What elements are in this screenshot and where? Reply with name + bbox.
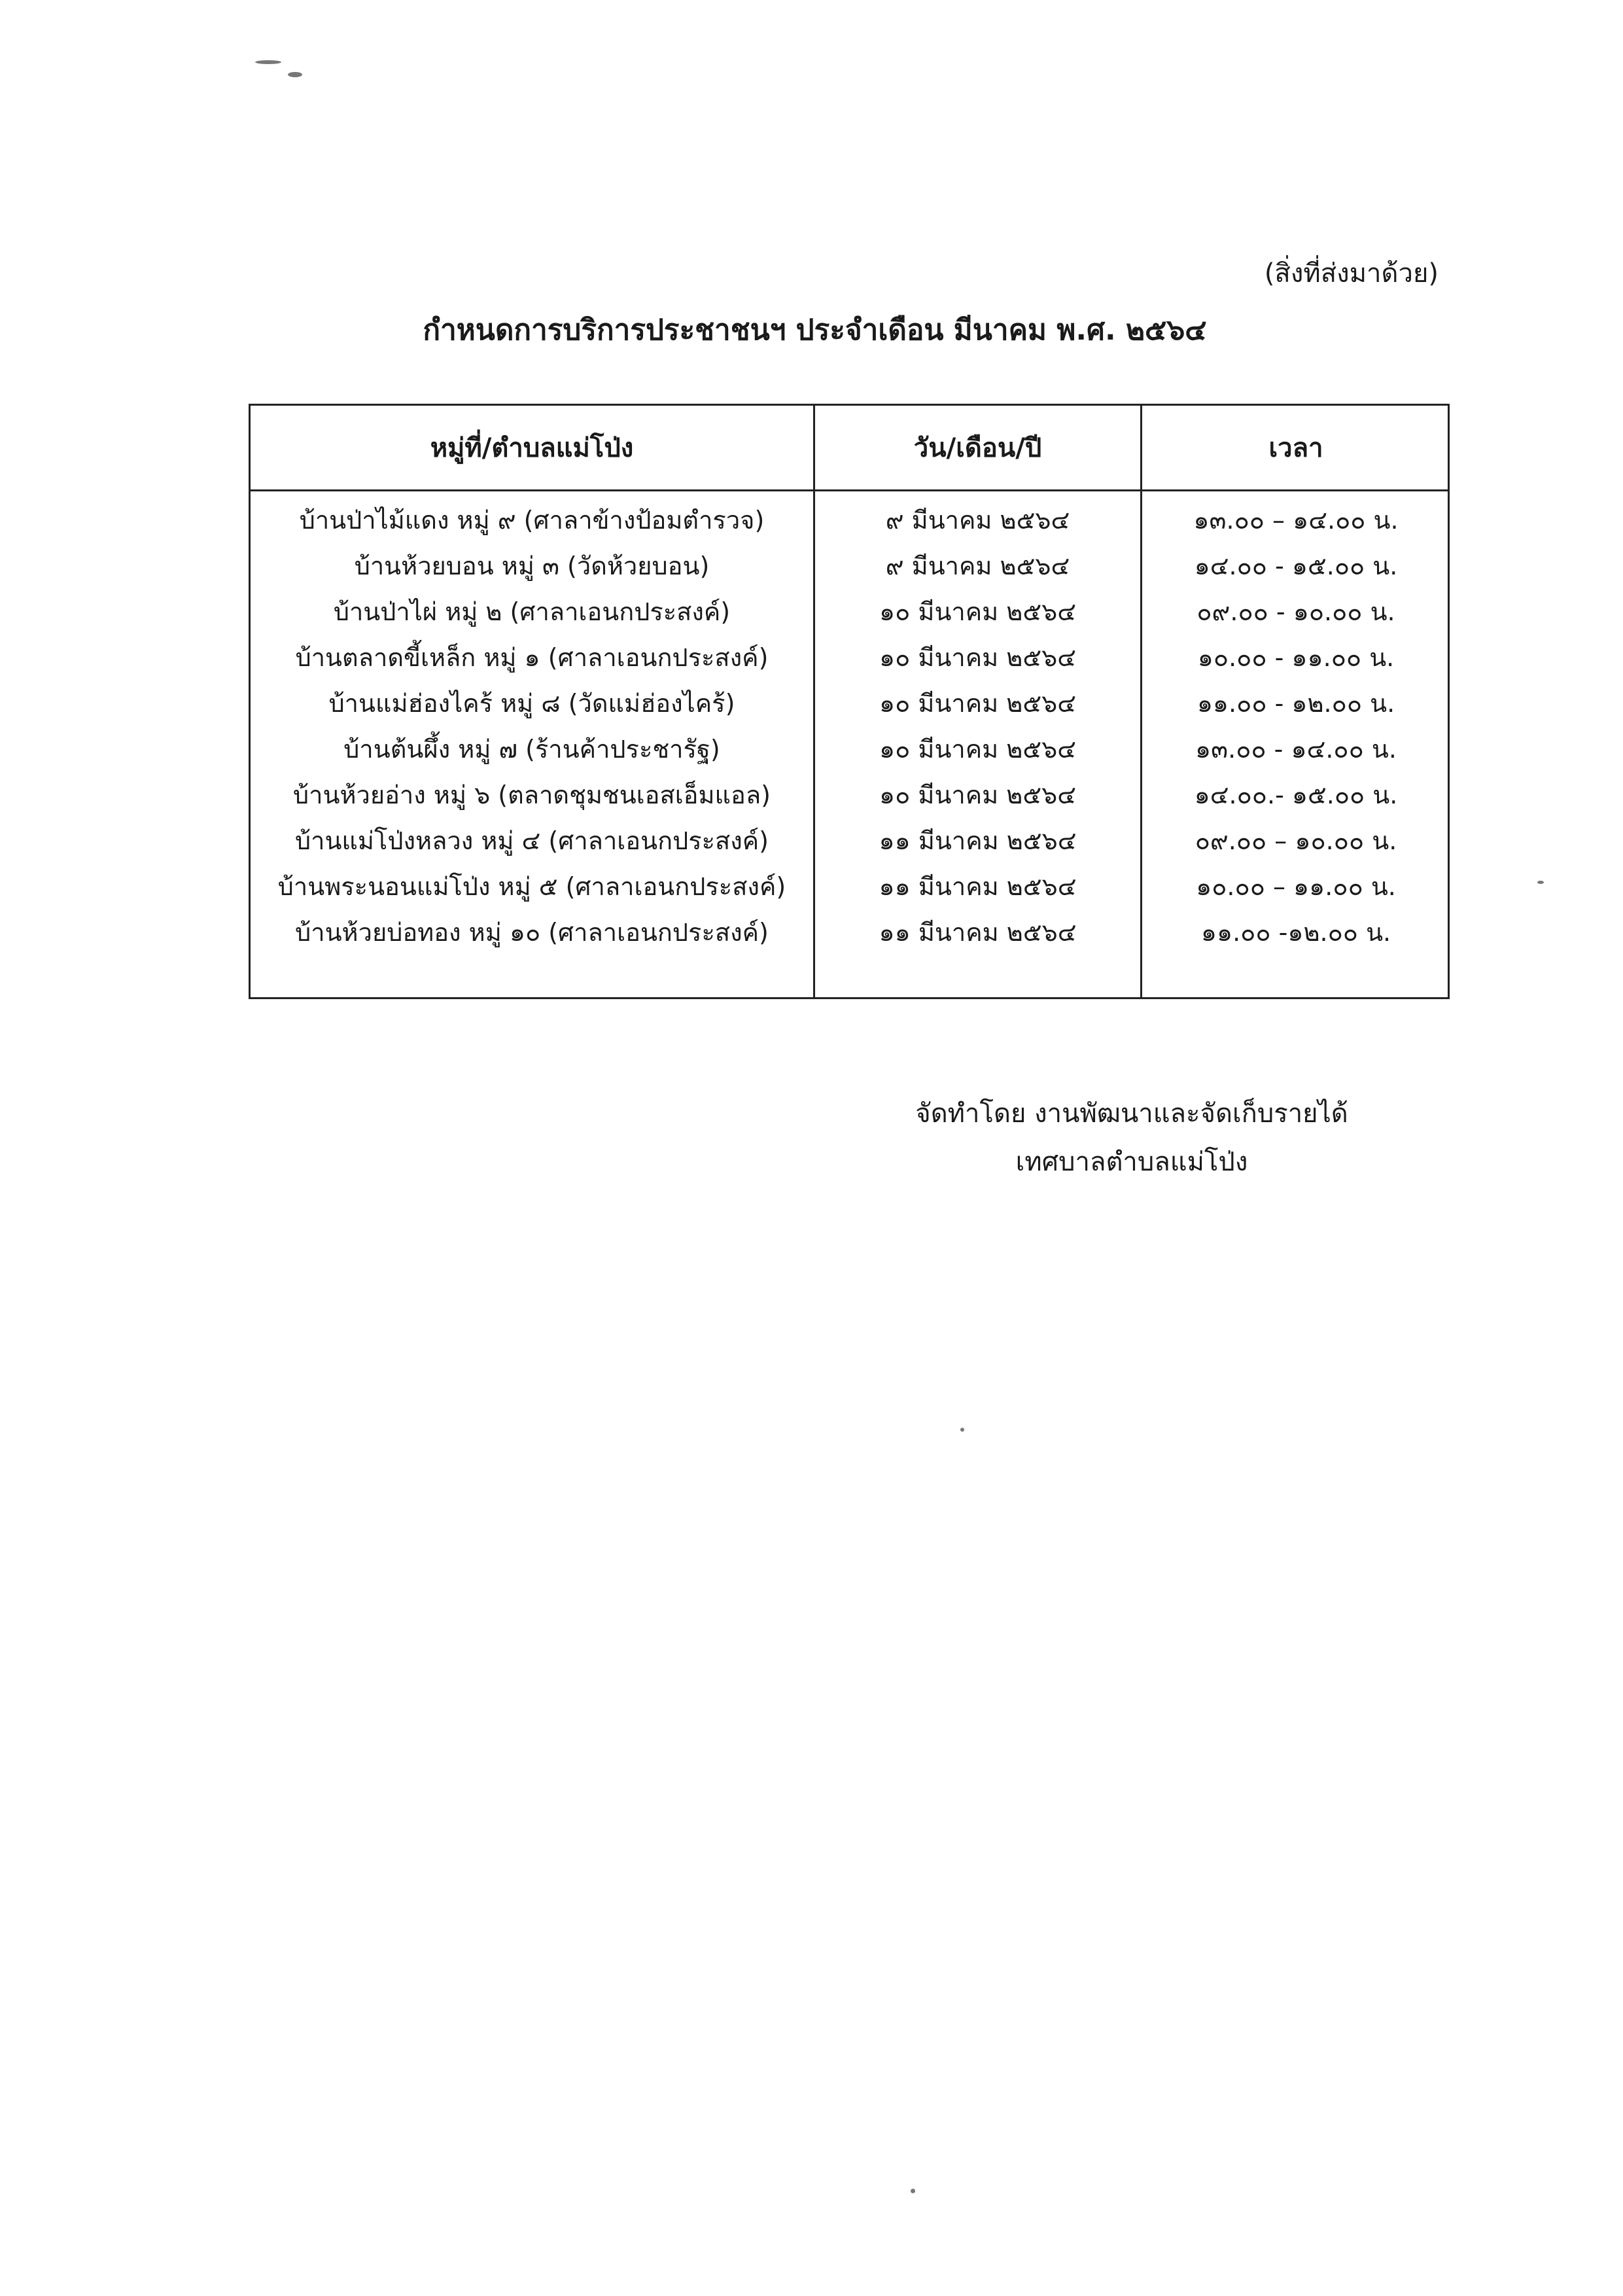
footer-credit [903,1089,1361,1186]
place-cell: บ้านห้วยบอน หมู่ ๓ (วัดห้วยบอน) [354,552,710,580]
place-cell: บ้านแม่โป่งหลวง หมู่ ๔ (ศาลาเอนกประสงค์) [294,826,769,855]
table-row [251,497,1448,543]
time-cell: ๐๙.๐๐ - ๑๐.๐๐ น. [1196,597,1395,626]
time-cell: ๑๔.๐๐.- ๑๕.๐๐ น. [1194,781,1398,809]
scan-speck [255,60,281,64]
table-row [251,635,1448,680]
document-title: กำหนดการบริการประชาชนฯ ประจำเดือน มีนาคม พ.ศ. ๒๕๖๔ [423,313,1207,347]
date-cell: ๑๑ มีนาคม ๒๕๖๔ [879,918,1077,947]
time-cell: ๑๑.๐๐ - ๑๒.๐๐ น. [1196,689,1395,718]
table-row [251,864,1448,910]
enclosure-note: (สิ่งที่ส่งมาด้วย) [1264,258,1439,289]
date-cell: ๑๐ มีนาคม ๒๕๖๔ [879,643,1076,672]
time-cell: ๑๐.๐๐ – ๑๑.๐๐ น. [1196,872,1396,901]
scan-speck [1537,881,1544,884]
scan-speck [911,2189,915,2193]
table-row [251,772,1448,818]
table-row [251,818,1448,864]
scan-speck [288,72,302,77]
date-cell: ๑๑ มีนาคม ๒๕๖๔ [879,872,1077,901]
organization-name: เทศบาลตำบลแม่โป่ง [1015,1147,1248,1177]
place-cell: บ้านแม่ฮ่องไคร้ หมู่ ๘ (วัดแม่ฮ่องไคร้) [328,689,735,718]
date-cell: ๑๐ มีนาคม ๒๕๖๔ [879,781,1076,809]
table-row [251,543,1448,589]
table-row [251,910,1448,955]
time-cell: ๐๙.๐๐ – ๑๐.๐๐ น. [1195,826,1397,855]
date-cell: ๑๐ มีนาคม ๒๕๖๔ [879,597,1076,626]
date-cell: ๑๑ มีนาคม ๒๕๖๔ [879,826,1077,855]
date-cell: ๑๐ มีนาคม ๒๕๖๔ [879,735,1076,764]
scan-speck [960,1428,964,1432]
place-cell: บ้านห้วยอ่าง หมู่ ๖ (ตลาดชุมชนเอสเอ็มแอล) [293,781,771,809]
place-cell: บ้านตลาดขี้เหล็ก หมู่ ๑ (ศาลาเอนกประสงค์) [295,643,769,672]
place-cell: บ้านป่าไม้แดง หมู่ ๙ (ศาลาข้างป้อมตำรวจ) [299,506,765,535]
time-cell: ๑๔.๐๐ - ๑๕.๐๐ น. [1194,552,1398,580]
prepared-by: จัดทำโดย งานพัฒนาและจัดเก็บรายได้ [915,1099,1348,1129]
header-place: หมู่ที่/ตำบลแม่โป่ง [430,433,634,463]
table-row [251,680,1448,726]
place-cell: บ้านห้วยบ่อทอง หมู่ ๑๐ (ศาลาเอนกประสงค์) [295,918,769,947]
table-row [251,726,1448,772]
header-time: เวลา [1268,433,1323,463]
place-cell: บ้านป่าไผ่ หมู่ ๒ (ศาลาเอนกประสงค์) [333,597,731,626]
date-cell: ๙ มีนาคม ๒๕๖๔ [885,506,1070,535]
place-cell: บ้านพระนอนแม่โป่ง หมู่ ๕ (ศาลาเอนกประสงค์) [277,872,786,901]
time-cell: ๑๑.๐๐ -๑๒.๐๐ น. [1200,918,1391,947]
schedule-table [249,404,1450,999]
table-body [251,497,1448,955]
time-cell: ๑๐.๐๐ - ๑๑.๐๐ น. [1197,643,1395,672]
table-row [251,589,1448,635]
time-cell: ๑๓.๐๐ – ๑๔.๐๐ น. [1193,506,1399,535]
header-date: วัน/เดือน/ปี [913,433,1042,463]
date-cell: ๑๐ มีนาคม ๒๕๖๔ [879,689,1076,718]
place-cell: บ้านต้นผึ้ง หมู่ ๗ (ร้านค้าประชารัฐ) [343,735,720,764]
time-cell: ๑๓.๐๐ - ๑๔.๐๐ น. [1195,735,1397,764]
header-divider [251,489,1448,491]
date-cell: ๙ มีนาคม ๒๕๖๔ [885,552,1070,580]
